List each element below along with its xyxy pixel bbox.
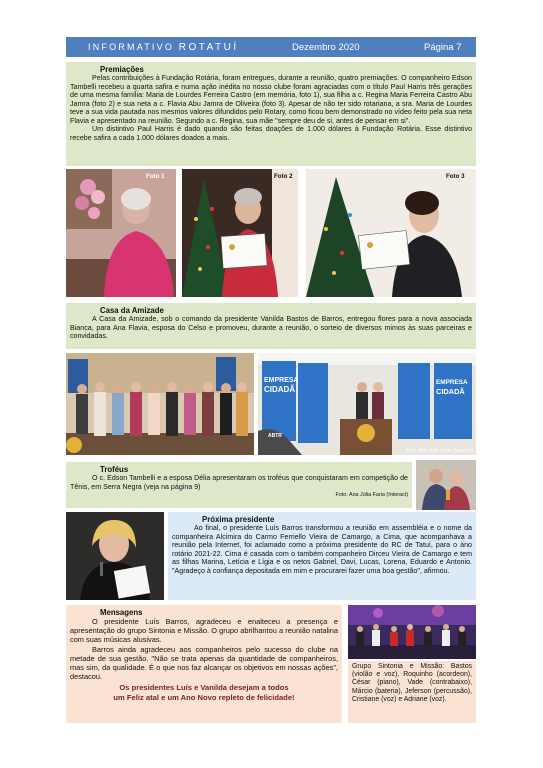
page-number: Página 7 [424,41,462,53]
sintonia-caption-text: Grupo Sintonia e Missão: Bastos (violão e voz), Roquinho (acordeon), César (piano), Vade (contrabaixo), Márcio (bateria), Jeferson (percussão), Cristiane (voz) e Adriane (voz). [352,663,472,703]
closing-line-1: Os presidentes Luís e Vanilda desejam a todos [119,683,289,693]
mensagens-title: Mensagens [100,608,143,617]
banner-empresa-2: EMPRESA [436,379,468,386]
photo-3-flavia [306,169,476,297]
banner-abtr: ABTR [268,433,282,439]
banner-cidada-2: CIDADÃ [436,387,465,396]
photo-proxima-presidente [66,512,164,600]
photo-casa-amizade-group [66,353,254,455]
newsletter-title: INFORMATIVO ROTATUÍ [88,41,239,53]
trofeus-paragraph: O c. Edson Tambelli e a esposa Délia apresentaram os troféus que conquistaram em competição de Tênis, em Serra Negra (veja na página 9) [70,474,408,491]
proxima-presidente-paragraph: Ao final, o presidente Luís Barros transformou a reunião em assembléia e o nome da companheira Alcimira do Carmo Ferriello Vieira de Camargo, a Cima, que acompanhava a reunião pela Internet, foi aclamado como a próxima presidente do RC de Tatuí, para o ano rotário 2021-22. Cima é casada com o também companheiro Dirceu Vieira de Camargo e tem as filhas Marina, Letícia e Lígia e os netos Gabriel, Davi, Lucas, Lorena, Eduardo e Antonio. "Agradeço à confiança depositada em mim e procurarei fazer uma boa gestão", afirmou. [172,524,472,575]
photo-2-regina [182,169,298,297]
mensagens-paragraph-2: Barros ainda agradeceu aos companheiros pelo sucesso do clube na metade de sua gestão. "Não se trata apenas da quantidade de companheiros, mas sim, da qualidade. É o que nos faz alcançar os objetivos em nossas ações", destacou. [70,644,338,682]
photo-1-maria-de-lourdes [66,169,176,297]
trofeus-section [66,462,412,508]
premiacoes-paragraph-2: Um distintivo Paul Harris é dado quando são feitas doações de 1.000 dólares à Fundação Rotária. Esse distintivo recebe safira a cada 1.000 dólares doados a mais. [70,125,472,142]
photo-credit-ana-julia: Foto: Ana Júlia Faria (Interact) [405,448,473,454]
issue-date: Dezembro 2020 [292,41,360,53]
casa-amizade-paragraph: A Casa da Amizade, sob o comando da presidente Vanilda Bastos de Barros, entregou flores para a nova associada Bianca, para Ana Flavia, esposa do Celso e promoveu, durante a reunião, o sorteio de diversos mimos às suas parceiras e convidadas. [70,315,472,340]
banner-cidada-1: CIDADÃ [264,385,296,394]
proxima-presidente-title: Próxima presidente [202,515,275,524]
premiacoes-title: Premiações [100,65,144,74]
photo-3-label: Foto 3 [446,173,465,180]
trofeus-photo-credit: Foto: Ana Júlia Faria (Interact) [335,492,408,498]
closing-greeting [70,683,338,702]
banner-empresa-1: EMPRESA [264,377,299,384]
photo-2-label: Foto 2 [274,173,293,180]
mensagens-section [66,605,342,723]
page-header [66,37,476,57]
mensagens-paragraph-1: O presidente Luís Barros, agradeceu e enalteceu a presença e apresentação do grupo Sintonia e Missão. O grupo abrilhantou a reunião natalina com suas músicas alusivas. [70,617,338,645]
premiacoes-section [66,62,476,166]
premiacoes-paragraph-1: Pelas contribuições à Fundação Rotária, foram entregues, durante a reunião, quatro premiações. O companheiro Edson Tambelli recebeu a quarta safira e numa ação inédita no nosso clube foram agraciadas com o título Paul Harris três gerações de uma mesma família: Maria de Lourdes Ferreira Castro (em memória, foto 1), sua filha a c. Regina Maria Ferreira Castro Abu Jamra (foto 2) e sua neta a c. Flavia Abu Jamra de Oliveira (foto 3). Apesar de não ter sido rotariana, a sra. Maria de Lourdes teve a sua vida pautada nos mesmos valores difundidos pelo Rotary, como ficou bem demonstrado no vídeo feito pela sua neta Flavia e apresentado na reunião. Segundo a c. Regina, sua mãe "sempre deu de si, antes de pensar em si". [70,74,472,125]
photo-sintonia-e-missao [348,605,476,659]
casa-amizade-title: Casa da Amizade [100,306,164,315]
photo-1-label: Foto 1 [146,173,165,180]
photo-empresa-cidada-event [258,353,476,455]
sintonia-caption [348,661,476,723]
closing-line-2: um Feliz atal e um Ano Novo repleto de felicidade! [113,692,295,702]
trofeus-title: Troféus [100,465,129,474]
casa-amizade-section [66,303,476,349]
photo-trofeus-couple [416,460,476,510]
proxima-presidente-section [168,512,476,600]
